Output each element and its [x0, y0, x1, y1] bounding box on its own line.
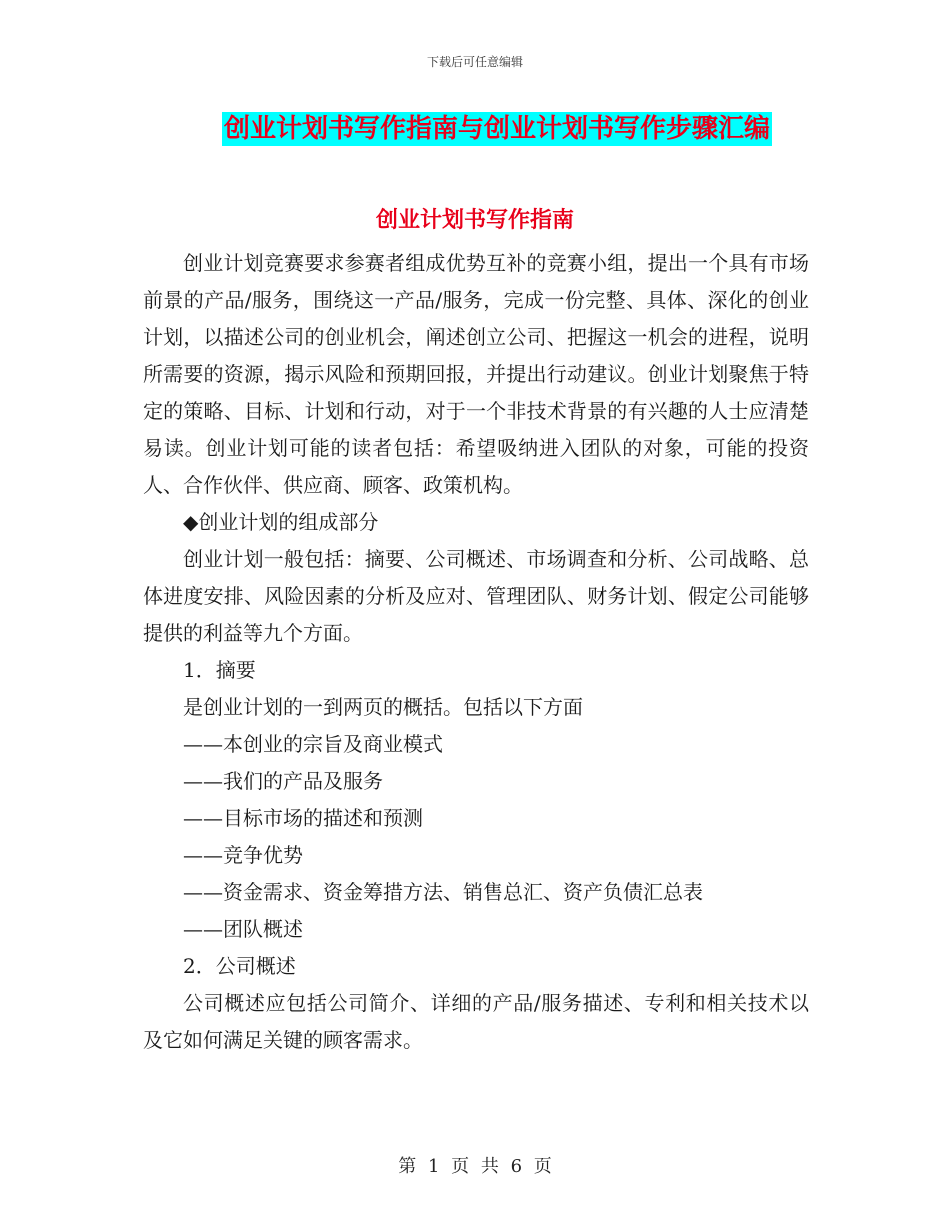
section-title: 创业计划书写作指南: [375, 208, 574, 233]
summary-item: ——目标市场的描述和预测: [183, 806, 423, 830]
document-body: [143, 245, 809, 1059]
page-number-footer: 第 1 页 共 6 页: [398, 1156, 552, 1177]
overview-paragraph: 公司概述应包括公司简介、详细的产品/服务描述、专利和相关技术以及它如何满足关键的顾客需求。: [143, 991, 809, 1052]
intro-paragraph: 创业计划竞赛要求参赛者组成优势互补的竞赛小组，提出一个具有市场前景的产品/服务，围绕这一产品/服务，完成一份完整、具体、深化的创业计划，以描述公司的创业机会，阐述创立公司、把握这一机会的进程，说明所需要的资源，揭示风险和预期回报，并提出行动建议。创业计划聚焦于特定的策略、目标、计划和行动，对于一个非技术背景的有兴趣的人士应清楚易读。创业计划可能的读者包括：希望吸纳进入团队的对象，可能的投资人、合作伙伴、供应商、顾客、政策机构。: [143, 251, 809, 497]
summary-item: ——我们的产品及服务: [183, 769, 383, 793]
summary-item: ——资金需求、资金筹措方法、销售总汇、资产负债汇总表: [183, 880, 703, 904]
overview-heading: 2．公司概述: [183, 954, 296, 978]
summary-heading: 1．摘要: [183, 658, 256, 682]
components-heading: ◆创业计划的组成部分: [183, 510, 379, 534]
header-note: 下载后可任意编辑: [426, 55, 523, 69]
summary-item: ——本创业的宗旨及商业模式: [183, 732, 443, 756]
summary-item: ——团队概述: [183, 917, 303, 941]
summary-item: ——竞争优势: [183, 843, 303, 867]
document-title: 创业计划书写作指南与创业计划书写作步骤汇编: [224, 114, 771, 144]
components-paragraph: 创业计划一般包括：摘要、公司概述、市场调查和分析、公司战略、总体进度安排、风险因素的分析及应对、管理团队、财务计划、假定公司能够提供的利益等九个方面。: [143, 547, 809, 645]
summary-intro: 是创业计划的一到两页的概括。包括以下方面: [183, 695, 583, 719]
